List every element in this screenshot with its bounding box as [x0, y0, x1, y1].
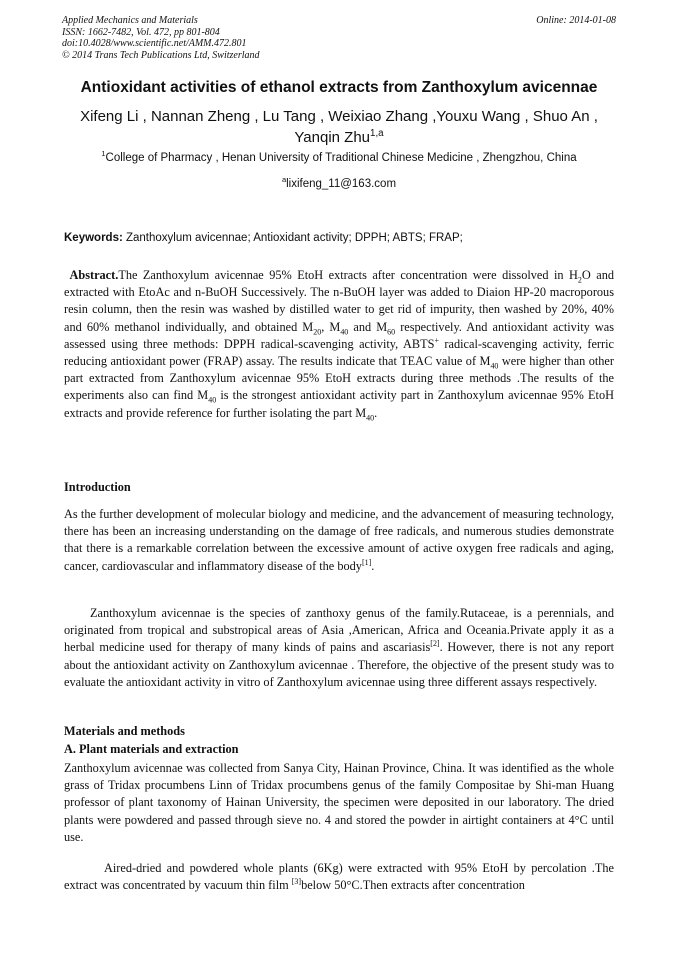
abstract-text: O and extracted with EtoAc and n-BuOH Successively. The n-BuOH layer was added to Diaion HP-20 macroporous resin column, then the resin was washed by distilled water to get rid of impurity, then washed by 20%, 40% and 60% methanol individually, and obtained M [64, 268, 615, 334]
subscript: 40 [366, 413, 375, 423]
subscript: 40 [490, 361, 499, 371]
section-heading-introduction: Introduction [64, 480, 131, 494]
subscript: 60 [387, 327, 396, 337]
section-heading-materials: Materials and methods [64, 724, 185, 738]
online-date: Online: 2014-01-08 [536, 15, 616, 26]
paragraph-text: . [371, 558, 375, 573]
paragraph-text: Zanthoxylum avicennae is the species of zanthoxy genus of the family.Rutaceae, is a perennials, and originated from tropical and substropical areas of Asia ,American, Africa and Oceania.Private apply it as a herbal medicine used for therapy of many kinds of pains and ascariasis [64, 606, 614, 655]
abstract-text: were higher than other part extracted from Zanthoxylum avicennae 95% EtoH extracts during three methods .The results of the experiments also can find M [64, 354, 614, 403]
author-superscript: 1,a [370, 128, 384, 139]
issn-line: ISSN: 1662-7482, Vol. 472, pp 801-804 [62, 26, 220, 38]
citation-ref[interactable]: [1] [361, 557, 372, 567]
materials-paragraph-2 [64, 860, 614, 894]
paper-title: Antioxidant activities of ethanol extracts from Zanthoxylum avicennae [80, 79, 598, 96]
citation-ref[interactable]: [2] [430, 639, 440, 649]
affiliation-text: College of Pharmacy , Henan University of Traditional Chinese Medicine , Zhengzhou, China [105, 152, 577, 164]
email [40, 175, 638, 190]
keywords [64, 232, 616, 244]
email-superscript: a [281, 175, 287, 185]
paragraph-text: As the further development of molecular biology and medicine, and the advancement of measuring technology, there has been an increasing understanding on the damage of free radicals, and numerous studies demonstrate that there is a remarkable correlation between the excessive amount of active oxygen free radicals and aging, cancer, cardiovascular and inflammatory disease of the body [64, 507, 614, 573]
doi-line: doi:10.4028/www.scientific.net/AMM.472.801 [62, 38, 247, 49]
abstract-text: and M [348, 319, 388, 334]
affiliation-superscript: 1 [101, 149, 106, 159]
subsection-heading-plant-materials: A. Plant materials and extraction [64, 742, 239, 756]
introduction-paragraph-2 [64, 605, 614, 691]
author-line-1: Xifeng Li , Nannan Zheng , Lu Tang , Weixiao Zhang ,Youxu Wang , Shuo An , [80, 108, 598, 125]
keywords-label: Keywords: [64, 232, 123, 244]
author-name: Yanqin Zhu [294, 129, 371, 146]
superscript: + [434, 335, 439, 345]
abstract-text: is the strongest antioxidant activity part in Zanthoxylum avicennae 95% EtoH extracts and provide reference for further isolating the part M [64, 388, 614, 420]
citation-ref[interactable]: [3] [291, 877, 302, 887]
abstract-text: , M [321, 319, 341, 334]
journal-header [62, 15, 616, 61]
abstract-label: Abstract. [69, 268, 119, 282]
email-address[interactable]: lixifeng_11@163.com [286, 178, 397, 190]
subscript: 20 [313, 327, 322, 337]
journal-name: Applied Mechanics and Materials [62, 15, 198, 26]
abstract-text: respectively. And antioxidant activity was assessed using three methods: DPPH radical-scavenging activity, ABTS [64, 319, 614, 351]
copyright-line: © 2014 Trans Tech Publications Ltd, Switzerland [62, 49, 260, 61]
affiliation [40, 149, 638, 164]
paragraph-text: . However, there is not any report about the antioxidant activity on Zanthoxylum avicennae . Therefore, the objective of the present study was to evaluate the antioxidant activity in vitro of Zanthoxylum avicennae using three different assays respectively. [64, 640, 614, 689]
paragraph-text: Aired-dried and powdered whole plants (6Kg) were extracted with 95% EtoH by percolation .The extract was concentrated by vacuum thin film [64, 861, 614, 893]
materials-paragraph-1: Zanthoxylum avicennae was collected from Sanya City, Hainan Province, China. It was identified as the whole grass of Tridax procumbens Linn of Tridax procumbens genus of the family Compositae by Shi-man Huang professor of plant taxonomy of Hainan University, the specimen were deposited in our laboratory. The dried plants were powdered and passed through sieve no. 4 and stored the powder in airtight containers at 4°C until use. [64, 761, 614, 844]
keywords-text: Zanthoxylum avicennae; Antioxidant activity; DPPH; ABTS; FRAP; [122, 232, 463, 244]
paragraph-text: below 50°C.Then extracts after concentration [301, 878, 525, 893]
subscript: 2 [577, 275, 582, 285]
author-line-2 [50, 127, 628, 148]
subscript: 40 [208, 395, 217, 405]
subscript: 40 [340, 327, 349, 337]
abstract-paragraph [64, 267, 614, 422]
author-list [50, 106, 628, 148]
introduction-paragraph-1 [64, 506, 614, 575]
abstract-text: . [374, 405, 378, 420]
abstract-text: radical-scavenging activity, ferric reducing antioxidant power (FRAP) assay. The results indicate that TEAC value of M [64, 336, 614, 369]
abstract-text: The Zanthoxylum avicennae 95% EtoH extracts after concentration were dissolved in H [118, 268, 578, 282]
